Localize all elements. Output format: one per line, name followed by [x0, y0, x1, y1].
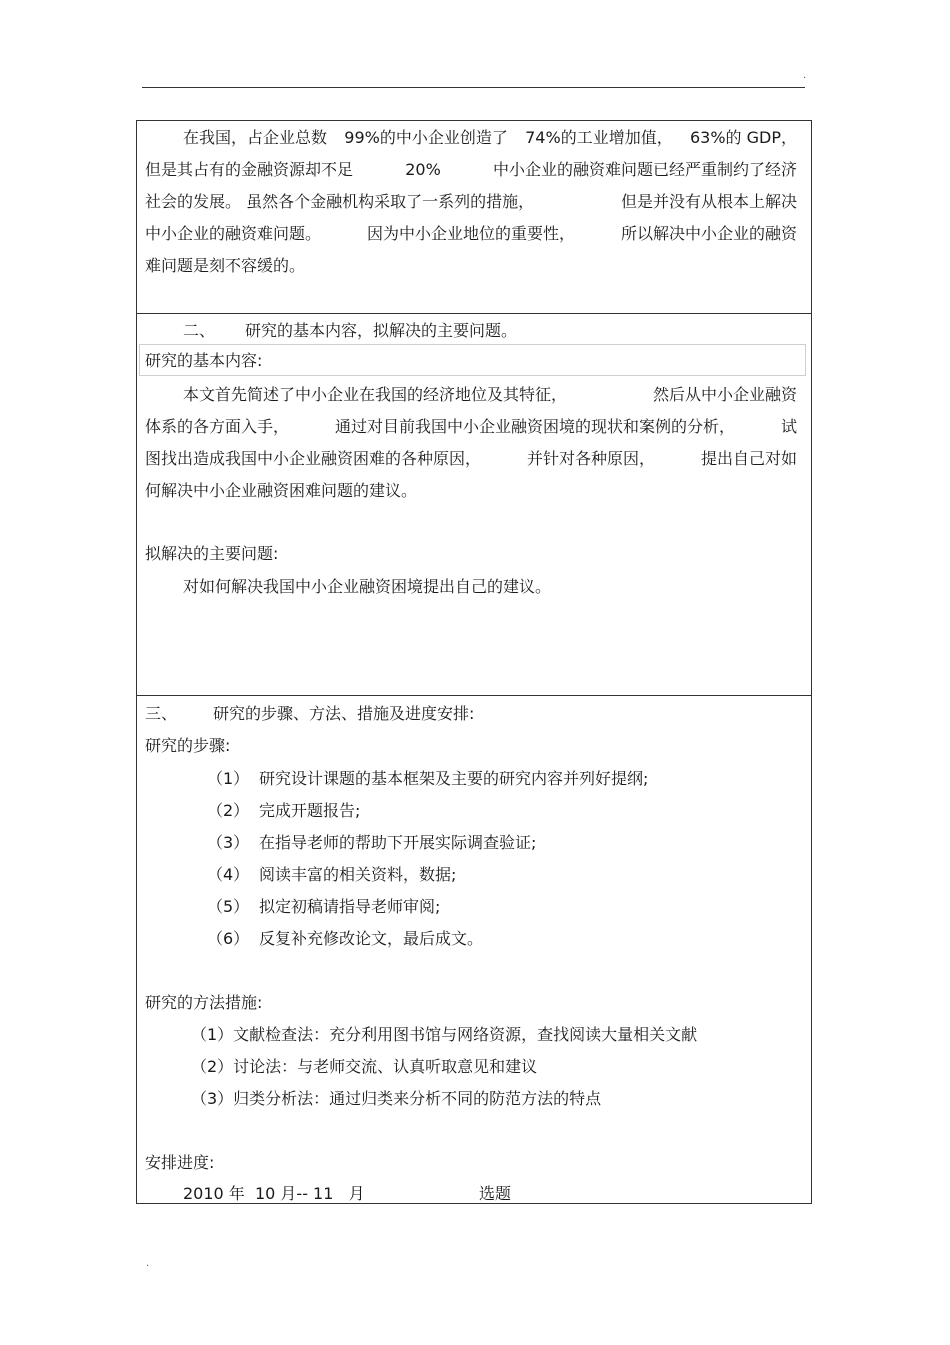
proposal-table — [136, 120, 812, 1204]
section-heading-number: 三、 — [145, 704, 178, 723]
step-number: （4） — [207, 865, 250, 884]
methods-label: 研究的方法措施: — [145, 993, 263, 1012]
step-number: （6） — [207, 929, 250, 948]
problem-text: 对如何解决我国中小企业融资困境提出自己的建议。 — [183, 577, 552, 596]
content-label: 研究的基本内容: — [145, 351, 263, 370]
section-heading-number: 二、 — [183, 321, 216, 340]
step-text: 拟定初稿请指导老师审阅; — [259, 897, 441, 916]
paragraph-line: 难问题是刻不容缓的。 — [145, 256, 306, 275]
header-rule — [142, 87, 805, 88]
problem-label: 拟解决的主要问题: — [145, 544, 279, 563]
step-number: （3） — [207, 833, 250, 852]
paragraph-line: 图找出造成我国中小企业融资困难的各种原因， 并针对各种原因， 提出自己对如 — [145, 449, 797, 468]
step-text: 完成开题报告; — [259, 801, 361, 820]
step-text: 阅读丰富的相关资料，数据; — [259, 865, 457, 884]
step-text: 研究设计课题的基本框架及主要的研究内容并列好提纲; — [259, 769, 649, 788]
section-heading: 研究的基本内容，拟解决的主要问题。 — [245, 321, 518, 340]
paragraph-line: 体系的各方面入手， 通过对目前我国中小企业融资困境的现状和案例的分析， 试 — [145, 417, 797, 436]
step-number: （1） — [207, 769, 250, 788]
paragraph-line: 何解决中小企业融资困难问题的建议。 — [145, 481, 418, 500]
step-text: 在指导老师的帮助下开展实际调查验证; — [259, 833, 537, 852]
paragraph-line: 本文首先简述了中小企业在我国的经济地位及其特征， 然后从中小企业融资 — [183, 385, 797, 404]
paragraph-line: 但是其占有的金融资源却不足 20% 中小企业的融资难问题已经严重制约了经济 — [145, 160, 797, 179]
step-number: （2） — [207, 801, 250, 820]
schedule-date: 2010 年 10 月-- 11 月 — [183, 1184, 365, 1203]
schedule-label: 安排进度: — [145, 1153, 215, 1172]
method-item: （1）文献检查法：充分利用图书馆与网络资源，查找阅读大量相关文献 — [191, 1025, 698, 1044]
paragraph-line: 中小企业的融资难问题。 因为中小企业地位的重要性， 所以解决中小企业的融资 — [145, 224, 797, 243]
paragraph-line: 社会的发展。 虽然各个金融机构采取了一系列的措施， 但是并没有从根本上解决 — [145, 192, 797, 211]
step-text: 反复补充修改论文，最后成文。 — [259, 929, 484, 948]
steps-label: 研究的步骤: — [145, 736, 231, 755]
section-heading: 研究的步骤、方法、措施及进度安排: — [213, 704, 475, 723]
row-divider — [137, 313, 811, 314]
paragraph-line: 在我国，占企业总数 99%的中小企业创造了 74%的工业增加值， 63%的 GDP， — [183, 128, 797, 147]
method-item: （2）讨论法：与老师交流、认真听取意见和建议 — [191, 1057, 538, 1076]
header-dot: . — [803, 70, 807, 81]
footer-dot: . — [146, 1258, 150, 1269]
row-divider — [137, 695, 811, 696]
step-number: （5） — [207, 897, 250, 916]
schedule-task: 选题 — [479, 1184, 512, 1203]
method-item: （3）归类分析法：通过归类来分析不同的防范方法的特点 — [191, 1089, 602, 1108]
